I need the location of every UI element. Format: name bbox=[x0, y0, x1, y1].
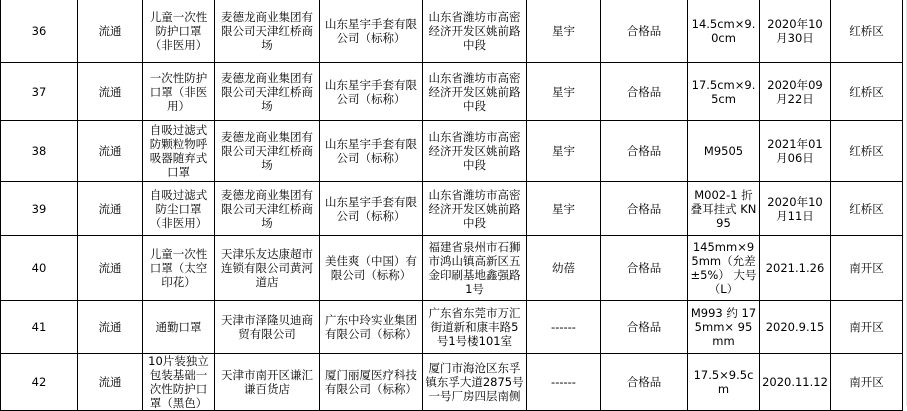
seller-cell: 麦德龙商业集团有限公司天津红桥商场 bbox=[215, 182, 320, 236]
district-cell: 南开区 bbox=[831, 354, 903, 411]
row-index: 38 bbox=[1, 121, 78, 182]
spec-cell: 145mm×95mm（允差±5%） 大号（L） bbox=[688, 236, 760, 301]
circulation-cell: 流通 bbox=[78, 63, 143, 121]
district-cell: 红桥区 bbox=[831, 182, 903, 236]
spec-cell: 17.5×9.5cm bbox=[688, 354, 760, 411]
circulation-cell: 流通 bbox=[78, 236, 143, 301]
seller-cell: 麦德龙商业集团有限公司天津红桥商场 bbox=[215, 0, 320, 63]
result-cell: 合格品 bbox=[601, 63, 688, 121]
district-cell: 红桥区 bbox=[831, 63, 903, 121]
product-name-cell: 10片装独立包装基础一次性防护口罩（黑色） bbox=[143, 354, 215, 411]
spec-cell: M993 约 175mm× 95mm bbox=[688, 301, 760, 354]
brand-cell: 星宇 bbox=[527, 0, 601, 63]
brand-cell: 星宇 bbox=[527, 63, 601, 121]
producer-cell: 美佳爽（中国）有限公司（标称） bbox=[320, 236, 423, 301]
producer-cell: 山东星宇手套有限公司（标称） bbox=[320, 63, 423, 121]
result-cell: 合格品 bbox=[601, 0, 688, 63]
brand-cell: ------ bbox=[527, 301, 601, 354]
row-index: 41 bbox=[1, 301, 78, 354]
table-row bbox=[1, 121, 903, 182]
seller-cell: 天津市泽隆贝迪商贸有限公司 bbox=[215, 301, 320, 354]
circulation-cell: 流通 bbox=[78, 0, 143, 63]
row-index: 42 bbox=[1, 354, 78, 411]
circulation-cell: 流通 bbox=[78, 301, 143, 354]
brand-cell: ------ bbox=[527, 354, 601, 411]
circulation-cell: 流通 bbox=[78, 121, 143, 182]
producer-address-cell: 山东省潍坊市高密经济开发区姚前路中段 bbox=[423, 121, 527, 182]
producer-address-cell: 山东省潍坊市高密经济开发区姚前路中段 bbox=[423, 0, 527, 63]
product-name-cell: 儿童一次性口罩（太空印花） bbox=[143, 236, 215, 301]
district-cell: 红桥区 bbox=[831, 0, 903, 63]
producer-cell: 厦门丽厦医疗科技有限公司（标称） bbox=[320, 354, 423, 411]
date-cell: 2020.9.15 bbox=[760, 301, 831, 354]
table-row bbox=[1, 301, 903, 354]
producer-cell: 山东星宇手套有限公司（标称） bbox=[320, 182, 423, 236]
producer-cell: 山东星宇手套有限公司（标称） bbox=[320, 0, 423, 63]
result-cell: 合格品 bbox=[601, 301, 688, 354]
table-body bbox=[1, 0, 903, 411]
producer-address-cell: 山东省潍坊市高密经济开发区姚前路中段 bbox=[423, 182, 527, 236]
spec-cell: M9505 bbox=[688, 121, 760, 182]
spec-cell: M002-1 折叠耳挂式 KN95 bbox=[688, 182, 760, 236]
brand-cell: 幼蓓 bbox=[527, 236, 601, 301]
circulation-cell: 流通 bbox=[78, 354, 143, 411]
date-cell: 2020年10月30日 bbox=[760, 0, 831, 63]
seller-cell: 麦德龙商业集团有限公司天津红桥商场 bbox=[215, 121, 320, 182]
result-cell: 合格品 bbox=[601, 121, 688, 182]
district-cell: 红桥区 bbox=[831, 121, 903, 182]
spec-cell: 14.5cm×9.0cm bbox=[688, 0, 760, 63]
date-cell: 2020年10月11日 bbox=[760, 182, 831, 236]
table-row bbox=[1, 236, 903, 301]
product-name-cell: 自吸过滤式防尘口罩（非医用） bbox=[143, 182, 215, 236]
district-cell: 南开区 bbox=[831, 301, 903, 354]
result-cell: 合格品 bbox=[601, 182, 688, 236]
brand-cell: 星宇 bbox=[527, 121, 601, 182]
spec-cell: 17.5cm×9.5cm bbox=[688, 63, 760, 121]
brand-cell: 星宇 bbox=[527, 182, 601, 236]
producer-cell: 山东星宇手套有限公司（标称） bbox=[320, 121, 423, 182]
table-row bbox=[1, 182, 903, 236]
product-name-cell: 儿童一次性防护口罩（非医用） bbox=[143, 0, 215, 63]
product-name-cell: 一次性防护口罩（非医用） bbox=[143, 63, 215, 121]
table-row bbox=[1, 0, 903, 63]
row-index: 40 bbox=[1, 236, 78, 301]
table-row bbox=[1, 63, 903, 121]
seller-cell: 天津乐友达康超市连锁有限公司黄河道店 bbox=[215, 236, 320, 301]
date-cell: 2020年09月22日 bbox=[760, 63, 831, 121]
date-cell: 2021.1.26 bbox=[760, 236, 831, 301]
producer-address-cell: 福建省泉州市石狮市鸿山镇高新区五金印刷基地鑫强路1号 bbox=[423, 236, 527, 301]
row-index: 36 bbox=[1, 0, 78, 63]
date-cell: 2021年01月06日 bbox=[760, 121, 831, 182]
result-cell: 合格品 bbox=[601, 236, 688, 301]
producer-cell: 广东中玲实业集团有限公司（标称） bbox=[320, 301, 423, 354]
district-cell: 南开区 bbox=[831, 236, 903, 301]
producer-address-cell: 山东省潍坊市高密经济开发区姚前路中段 bbox=[423, 63, 527, 121]
circulation-cell: 流通 bbox=[78, 182, 143, 236]
table-row bbox=[1, 354, 903, 411]
producer-address-cell: 厦门市海沧区东孚镇东孚大道2875号一号厂房四层南侧 bbox=[423, 354, 527, 411]
product-name-cell: 自吸过滤式防颗粒物呼吸器随弃式口罩 bbox=[143, 121, 215, 182]
seller-cell: 麦德龙商业集团有限公司天津红桥商场 bbox=[215, 63, 320, 121]
seller-cell: 天津市南开区谦汇谦百货店 bbox=[215, 354, 320, 411]
result-cell: 合格品 bbox=[601, 354, 688, 411]
date-cell: 2020.11.12 bbox=[760, 354, 831, 411]
producer-address-cell: 广东省东莞市万汇街道新和康丰路5号1号楼101室 bbox=[423, 301, 527, 354]
row-index: 37 bbox=[1, 63, 78, 121]
row-index: 39 bbox=[1, 182, 78, 236]
product-name-cell: 通勤口罩 bbox=[143, 301, 215, 354]
